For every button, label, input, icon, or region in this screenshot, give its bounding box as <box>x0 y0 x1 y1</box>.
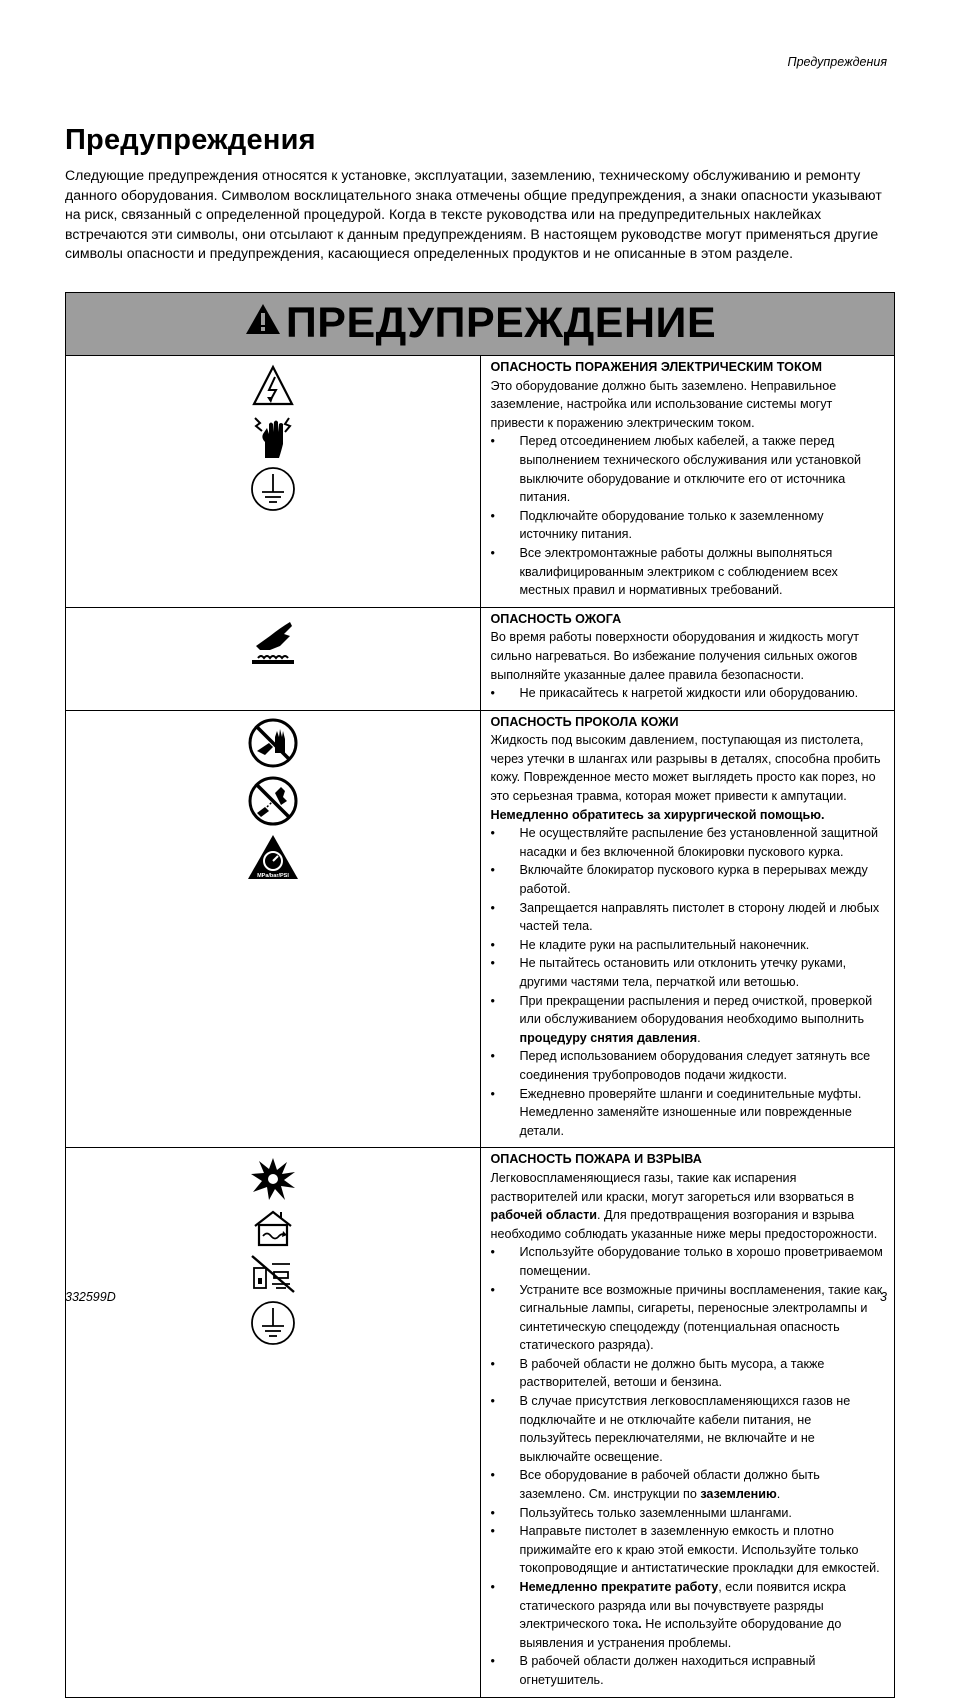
list-item: • Не кладите руки на распылительный наконечник. <box>491 936 885 955</box>
hazard-icons-burn <box>66 607 481 710</box>
intro-paragraph: Следующие предупреждения относятся к установке, эксплуатации, заземлению, техническому обслуживанию и ремонту данного оборудования. Символом восклицательного знака отмечены общие предупреждения, а знаки опасности указывают на риск, связанный с определенной процедурой. Когда в тексте руководства или на предупредительных наклейках встречаются эти символы, они отсылают к данным предупреждениям. В настоящем руководстве могут применяться другие символы опасности и предупреждения, касающиеся определенных продуктов и не описанные в этом разделе. <box>65 167 882 261</box>
hazard-title: ОПАСНОСТЬ ОЖОГА <box>490 611 622 626</box>
page-title: Предупреждения <box>65 124 316 156</box>
warning-banner-label: ПРЕДУПРЕЖДЕНИЕ <box>285 299 717 347</box>
hazard-row-fire <box>66 1148 895 1697</box>
explosion-icon <box>249 1156 297 1202</box>
warning-banner <box>66 293 895 356</box>
hazard-bullets <box>491 432 885 599</box>
no-spray-at-body-icon <box>247 775 299 827</box>
hazard-title: ОПАСНОСТЬ ПОЖАРА И ВЗРЫВА <box>490 1152 702 1167</box>
list-item: • В рабочей области не должно быть мусора, а также растворителей, ветоши и бензина. <box>491 1355 885 1392</box>
list-item-text: , если появится искра статического разряда или вы почувствуете разряды электрического тока <box>519 1580 846 1632</box>
grounding-reference: заземлению <box>700 1487 777 1502</box>
list-item-text: Все оборудование в рабочей области должно быть заземлено. См. инструкции по <box>519 1468 820 1502</box>
list-item: • Ежедневно проверяйте шланги и соединительные муфты. Немедленно заменяйте изношенные или поврежденные детали. <box>491 1085 885 1141</box>
hazard-bullets <box>491 684 885 703</box>
hazard-title: ОПАСНОСТЬ ПРОКОЛА КОЖИ <box>490 714 679 729</box>
document-number: 332599D <box>65 1290 116 1304</box>
pressure-relief-reference: процедуру снятия давления <box>519 1030 698 1045</box>
running-head: Предупреждения <box>787 55 887 69</box>
list-item <box>491 1466 885 1503</box>
hazard-bullets <box>491 824 885 1140</box>
list-item: • В случае присутствия легковоспламеняющихся газов не подключайте и не отключайте кабели питания, не пользуйтесь переключателями, не включайте и не выключайте освещение. <box>491 1392 885 1466</box>
hazard-description <box>491 1169 885 1243</box>
warning-table <box>65 292 895 1698</box>
list-item <box>491 992 885 1048</box>
hazard-text-injection <box>480 710 895 1148</box>
list-item: • Не пытайтесь остановить или отклонить утечку руками, другими частями тела, перчаткой или ветошью. <box>491 954 885 991</box>
hazard-icons-fire <box>66 1148 481 1697</box>
hazard-icons-injection <box>66 710 481 1148</box>
hot-surface-icon <box>250 618 296 666</box>
hazard-row-electric <box>66 356 895 608</box>
list-item: • Не осуществляйте распыление без установленной защитной насадки и без включенной блокировки пускового курка. <box>491 824 885 861</box>
list-item-text: Не используйте оборудование до выявления и устранения проблемы. <box>519 1617 842 1650</box>
hazard-bullets <box>491 1243 885 1689</box>
list-item: • Устраните все возможные причины воспламенения, такие как сигнальные лампы, сигареты, переносные электролампы и синтетическую спецодежду (потенциальная опасность статического разряда). <box>491 1281 885 1355</box>
list-item-text: При прекращении распыления и перед очисткой, проверкой или обслуживанием оборудования необходимо выполнить <box>519 993 873 1027</box>
description-text: Жидкость под высоким давлением, поступающая из пистолета, через утечки в шлангах или разрывы в деталях, способна пробить кожу. Поврежденное место может выглядеть просто как порез, но это серьезная травма, которая может привести к ампутации. <box>490 733 881 804</box>
description-text: Легковоспламеняющиеся газы, такие как испарения растворителей или краски, могут загореться или взорваться в <box>490 1170 855 1204</box>
hazard-icons-electric <box>66 356 481 608</box>
warning-triangle-icon <box>244 302 282 336</box>
page-number: 3 <box>880 1290 887 1304</box>
list-item: • Перед отсоединением любых кабелей, а также перед выполнением технического обслуживания или установкой выключите оборудование и отключите его от источника питания. <box>491 432 885 506</box>
no-ignition-sources-icon <box>250 1254 296 1294</box>
no-hand-spray-icon <box>247 717 299 769</box>
work-area-term: рабочей области <box>490 1208 597 1223</box>
list-item: • Включайте блокиратор пускового курка в перерывах между работой. <box>491 861 885 898</box>
list-item: • Перед использованием оборудования следует затянуть все соединения трубопроводов подачи жидкости. <box>491 1047 885 1084</box>
ventilation-house-icon <box>251 1208 295 1248</box>
list-item: • Подключайте оборудование только к заземленному источнику питания. <box>491 507 885 544</box>
hazard-text-fire <box>480 1148 895 1697</box>
description-emphasis: Немедленно обратитесь за хирургической помощью. <box>490 807 825 822</box>
hazard-row-burn <box>66 607 895 710</box>
list-item: • Направьте пистолет в заземленную емкость и плотно прижимайте его к краю этой емкости. Используйте только токопроводящие и антистатические прокладки для емкостей. <box>491 1522 885 1578</box>
ground-icon <box>250 466 296 512</box>
ground-icon <box>250 1300 296 1346</box>
hazard-description: Во время работы поверхности оборудования и жидкость могут сильно нагреваться. Во избежание получения сильных ожогов выполняйте указанные далее правила безопасности. <box>490 630 860 682</box>
stop-work-emphasis: Немедленно прекратите работу <box>519 1580 719 1594</box>
list-item: • Пользуйтесь только заземленными шлангами. <box>491 1504 885 1523</box>
gauge-units-label: MPa/bar/PSI <box>256 872 289 879</box>
list-item-text: . <box>776 1487 781 1502</box>
description-text: . Для предотвращения возгорания и взрыва необходимо соблюдать указанные ниже меры предосторожности. <box>490 1208 878 1241</box>
pressure-gauge-icon <box>246 833 300 883</box>
hazard-title: ОПАСНОСТЬ ПОРАЖЕНИЯ ЭЛЕКТРИЧЕСКИМ ТОКОМ <box>490 360 822 374</box>
list-item: • Все электромонтажные работы должны выполняться квалифицированным электриком с соблюдением всех местных правил и нормативных требований. <box>491 544 885 600</box>
list-item-text: . <box>638 1617 642 1632</box>
hazard-description: Это оборудование должно быть заземлено. Неправильное заземление, настройка или использование системы могут привести к поражению электрическим током. <box>490 378 837 430</box>
list-item: • В рабочей области должен находиться исправный огнетушитель. <box>491 1652 885 1689</box>
list-item <box>491 1578 885 1652</box>
hazard-row-injection <box>66 710 895 1148</box>
hazard-text-electric <box>480 356 895 608</box>
hazard-text-burn <box>480 607 895 710</box>
list-item: • Используйте оборудование только в хорошо проветриваемом помещении. <box>491 1243 885 1280</box>
electric-shock-icon <box>251 364 295 408</box>
hazard-description <box>491 731 885 824</box>
hand-shock-icon <box>251 414 295 460</box>
list-item-text: . <box>697 1030 701 1045</box>
list-item: • Не прикасайтесь к нагретой жидкости или оборудованию. <box>491 684 885 703</box>
list-item: • Запрещается направлять пистолет в сторону людей и любых частей тела. <box>491 899 885 936</box>
